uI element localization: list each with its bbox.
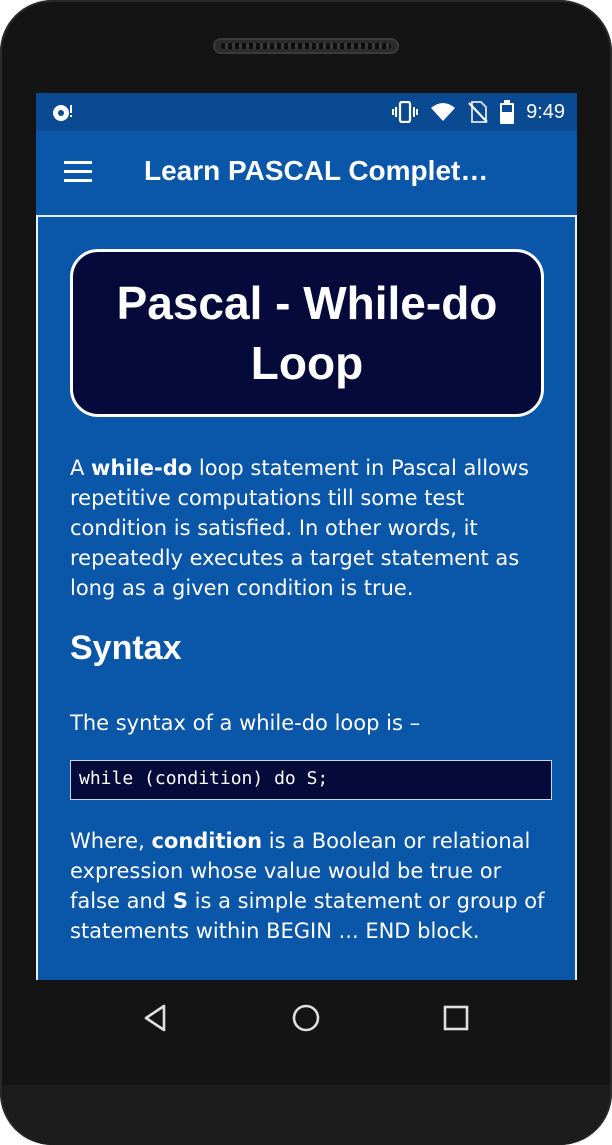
keyword-s: S <box>172 889 188 913</box>
syntax-intro: The syntax of a while-do loop is – <box>70 711 421 735</box>
no-sim-icon <box>468 101 488 123</box>
intro-paragraph: A while-do loop statement in Pascal allows repetitive computations till some test condition is satisfied. In other words, it repeatedly executes a target statement as long as a given condition is true. <box>70 456 529 600</box>
recents-icon[interactable] <box>438 1000 474 1036</box>
keyword-while-do: while-do <box>91 456 193 480</box>
app-bar <box>36 131 577 215</box>
article-title-box <box>70 249 544 417</box>
home-icon[interactable] <box>288 1000 324 1036</box>
notification-app-icon <box>52 102 74 122</box>
article-title: Pascal - While-do Loop <box>116 277 498 389</box>
app-title: Learn PASCAL Complet… <box>144 155 489 186</box>
wifi-icon <box>430 102 456 122</box>
speaker-grille <box>213 38 399 54</box>
where-paragraph: Where, condition is a Boolean or relational expression whose value would be true or false and S is a simple statement or group of statements within BEGIN ... END block. <box>70 829 545 943</box>
navigation-bar <box>36 980 577 1056</box>
hamburger-menu-icon[interactable] <box>64 161 92 183</box>
battery-icon <box>500 100 514 124</box>
article-content[interactable] <box>36 215 577 980</box>
back-icon[interactable] <box>138 1000 174 1036</box>
keyword-condition: condition <box>151 829 263 853</box>
status-time: 9:49 <box>526 100 565 123</box>
code-block: while (condition) do S; <box>70 760 552 800</box>
screen <box>36 93 577 980</box>
syntax-heading: Syntax <box>70 629 182 667</box>
vibrate-icon <box>392 101 418 123</box>
status-bar <box>36 93 577 131</box>
phone-chin <box>2 1085 610 1145</box>
